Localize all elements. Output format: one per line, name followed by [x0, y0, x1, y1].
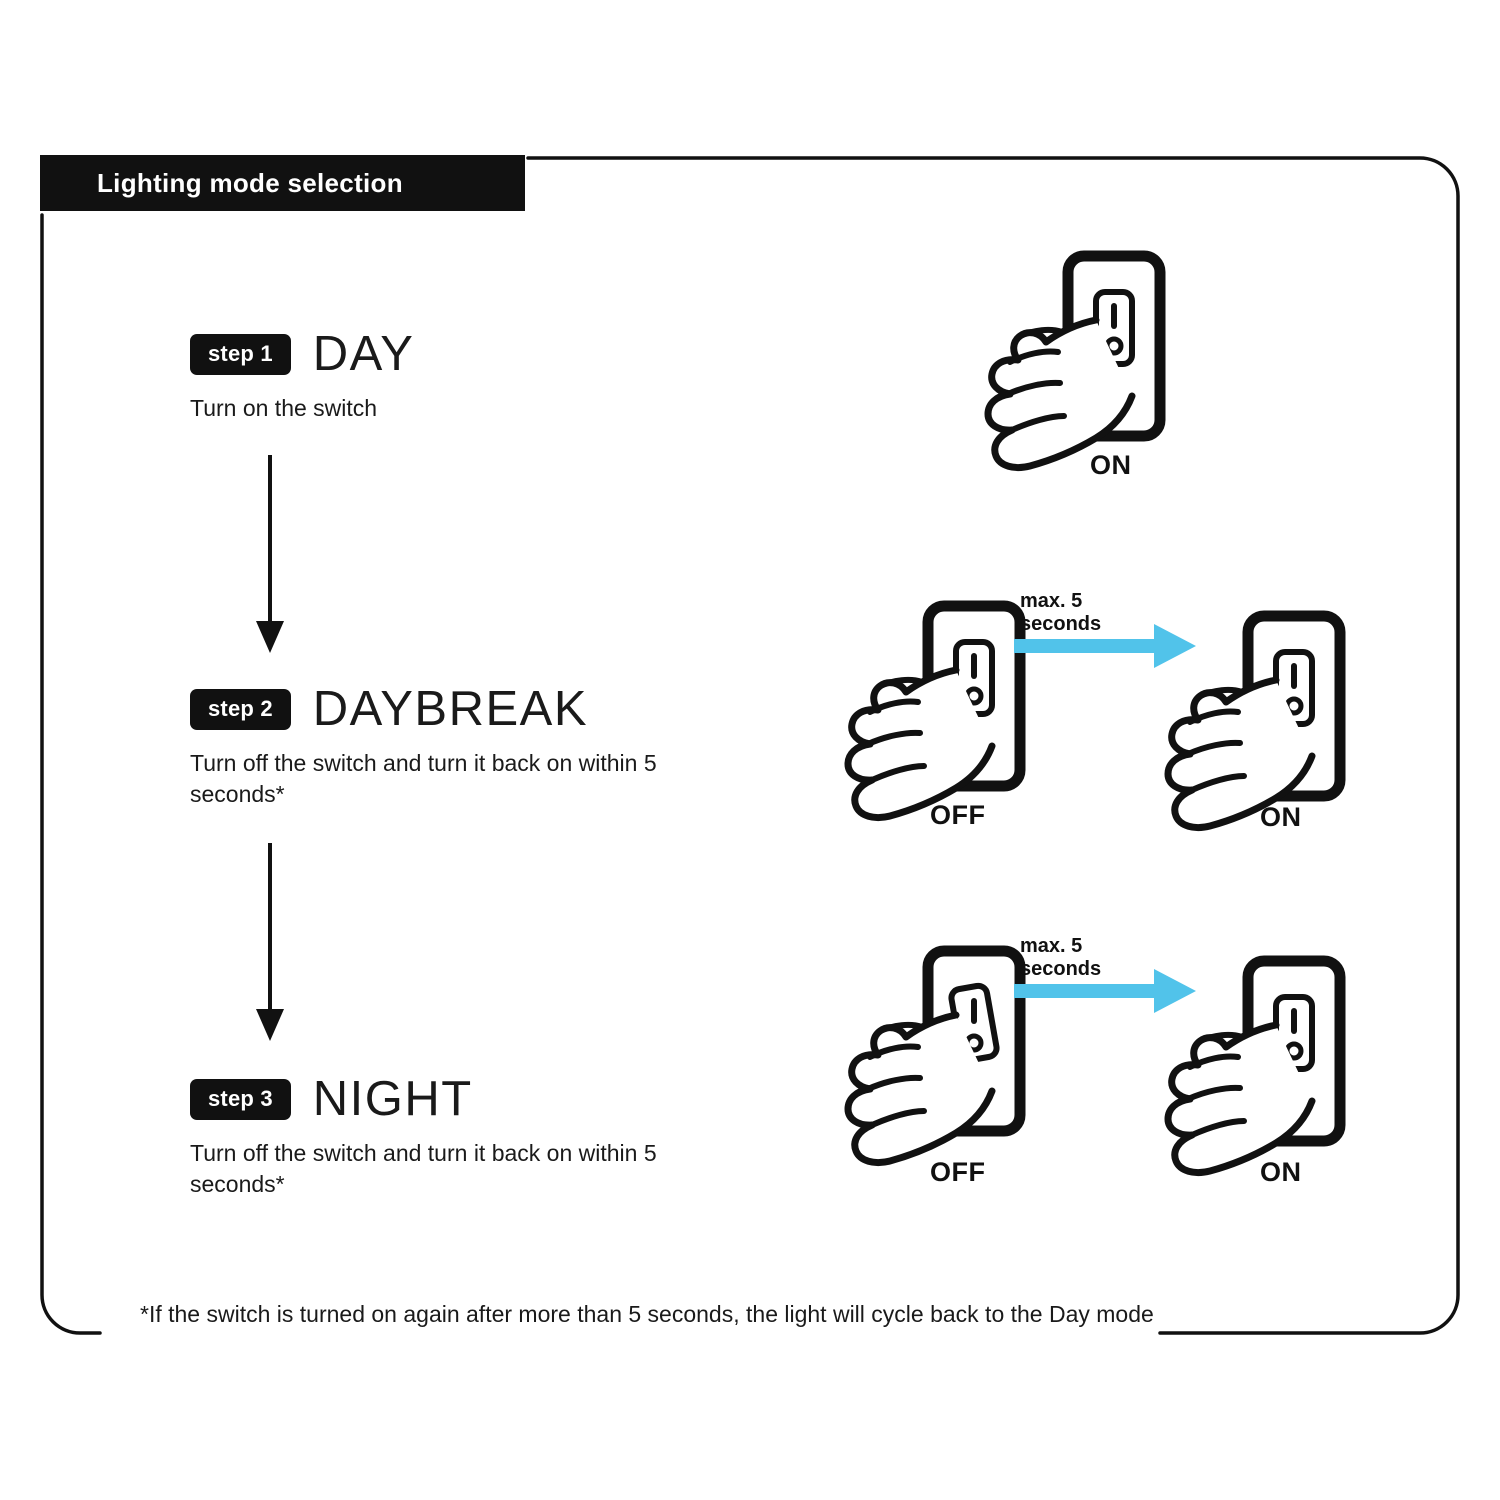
arrow-down-glyph	[250, 843, 290, 1043]
step-2-pill: step 2	[190, 689, 291, 730]
illustration-row-1	[900, 250, 1200, 525]
step-block-2	[190, 682, 710, 810]
step-3-description: Turn off the switch and turn it back on within 5 seconds*	[190, 1140, 657, 1198]
step-2-header	[190, 682, 710, 736]
switch-state-label: ON	[1090, 450, 1132, 480]
switch-state-label: ON	[1260, 802, 1302, 832]
step-2-description: Turn off the switch and turn it back on within 5 seconds*	[190, 750, 657, 808]
arrow-down-icon	[250, 843, 290, 1048]
switch-state-label: OFF	[930, 1157, 986, 1187]
switch-state-label: OFF	[930, 800, 986, 830]
step-block-1	[190, 327, 710, 424]
timer-label: max. 5 seconds	[1020, 935, 1102, 980]
rocker-switch-icon	[1080, 610, 1380, 890]
step-3-header	[190, 1072, 710, 1126]
page-title: Lighting mode selection	[97, 167, 403, 198]
switch-state-label: ON	[1260, 1157, 1302, 1187]
step-1-header	[190, 327, 710, 381]
step-1-title: DAY	[312, 327, 415, 381]
arrow-down-glyph	[250, 455, 290, 655]
step-1-description: Turn on the switch	[190, 395, 378, 421]
rocker-switch-icon	[1080, 955, 1380, 1235]
rocker-switch-icon	[900, 250, 1200, 520]
switch-illustration-on-3	[1080, 955, 1380, 1240]
section-title-badge	[40, 155, 525, 211]
step-block-3	[190, 1072, 710, 1200]
step-1-pill: step 1	[190, 334, 291, 375]
switch-illustration-on-2	[1080, 610, 1380, 895]
arrow-down-icon	[250, 455, 290, 660]
timer-label: max. 5 seconds	[1020, 590, 1102, 635]
step-3-title: NIGHT	[312, 1072, 473, 1126]
step-2-title: DAYBREAK	[312, 682, 589, 736]
footnote: *If the switch is turned on again after more than 5 seconds, the light will cycle back to the Day mode	[140, 1301, 1154, 1327]
step-3-pill: step 3	[190, 1079, 291, 1120]
switch-illustration-on	[900, 250, 1200, 525]
